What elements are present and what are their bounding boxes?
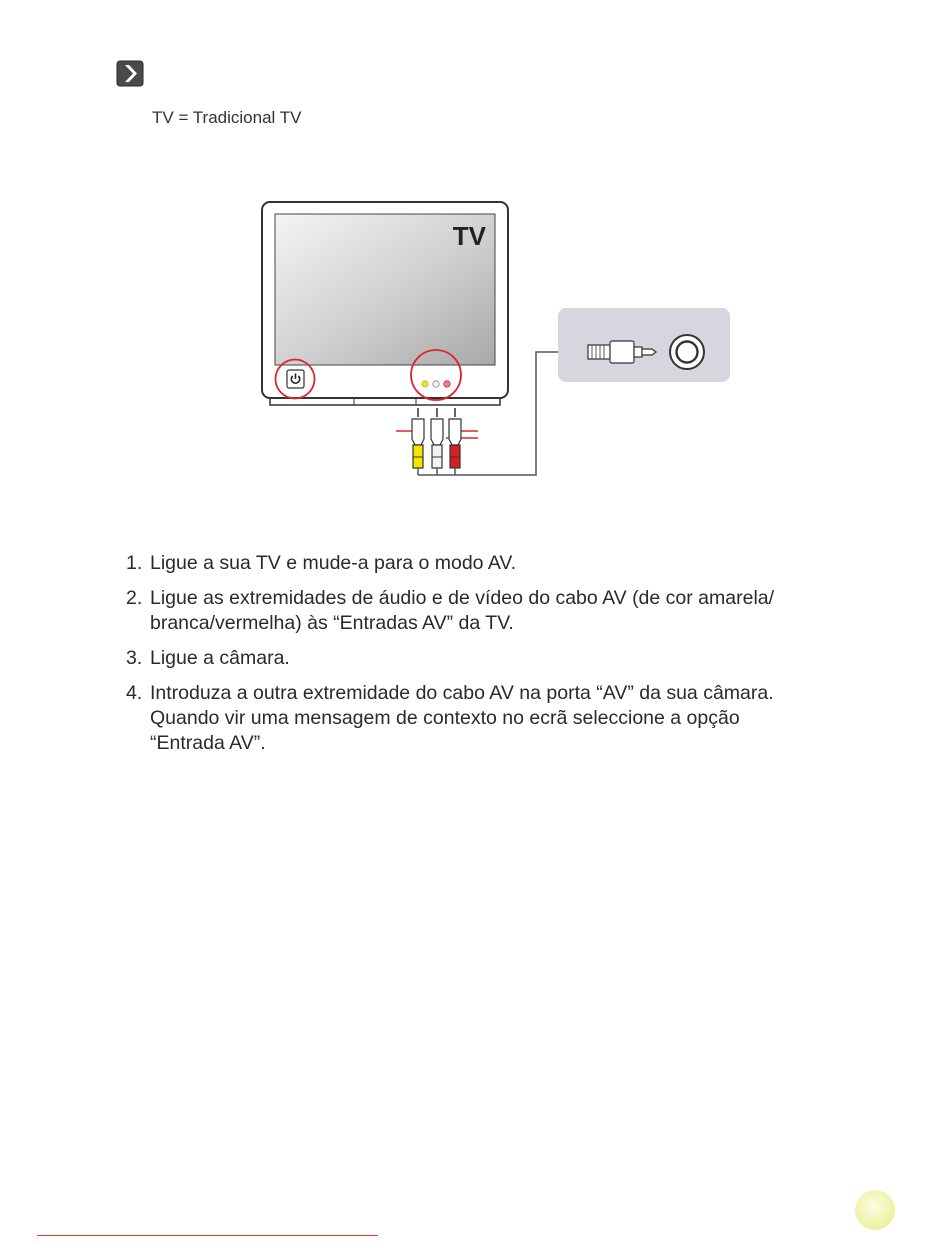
step-number: 2. [126,587,143,609]
footer-rule [37,1235,378,1236]
av-port-jack [670,335,704,369]
instruction-step [126,586,846,636]
instruction-step [126,646,846,671]
camera-av-port-panel [558,308,730,382]
yellow-plug [412,408,424,468]
white-plug [431,408,443,468]
tv-definition-note: TV = Tradicional TV [152,108,302,127]
step-text: Ligue a sua TV e mude-a para o modo AV. [150,552,517,574]
chevron-right-icon [116,60,144,87]
power-button [287,370,304,388]
step-number: 3. [126,647,143,669]
rca-plugs [396,408,478,468]
tv-connection-diagram [250,195,740,485]
av-input-jacks [422,381,450,387]
step-text: Ligue as extremidades de áudio e de vídeo do cabo AV (de cor amarela/ branca/vermelha) às “Entradas AV” da TV. [150,587,775,634]
step-number: 1. [126,552,143,574]
step-text: Introduza a outra extremidade do cabo AV na porta “AV” da sua câmara. Quando vir uma mensagem de contexto no ecrã seleccione a opção “Entrada AV”. [150,682,774,754]
step-text: Ligue a câmara. [150,647,290,669]
red-plug [449,408,461,468]
step-number: 4. [126,682,143,704]
page-marker-circle [855,1190,895,1230]
instruction-steps [126,551,846,766]
instruction-step [126,681,846,756]
instruction-step [126,551,846,576]
tv-label: TV [452,221,486,251]
